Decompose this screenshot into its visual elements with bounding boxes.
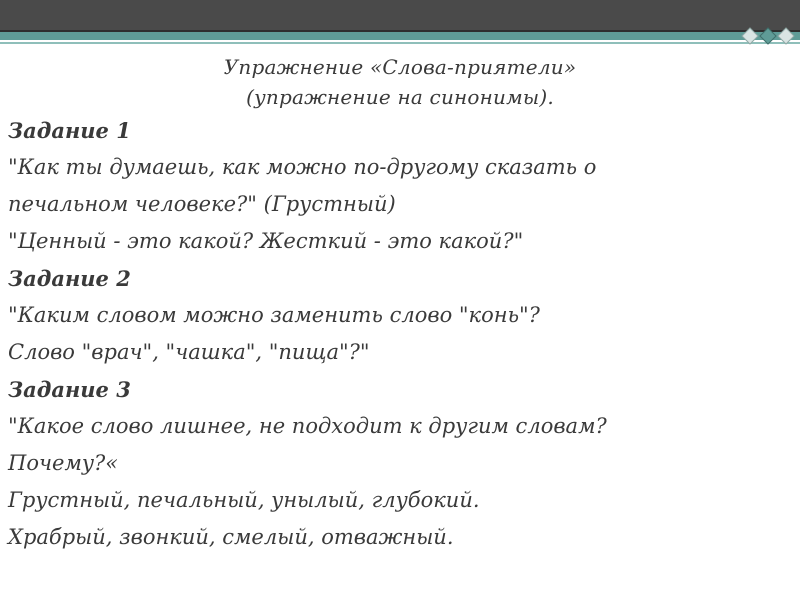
task-3-line-1: "Какое слово лишнее, не подходит к другим словам? xyxy=(8,414,607,438)
header-bar xyxy=(0,0,800,30)
task-1-line-3: "Ценный - это какой? Жесткий - это какой?" xyxy=(8,229,524,253)
task-3-line-3: Грустный, печальный, унылый, глубокий. xyxy=(8,488,480,512)
task-2-heading: Задание 2 xyxy=(8,266,131,291)
header-teal-band xyxy=(0,32,800,40)
task-3-line-2: Почему?« xyxy=(8,451,119,475)
task-3-line-4: Храбрый, звонкий, смелый, отважный. xyxy=(8,525,454,549)
task-2-line-1: "Каким словом можно заменить слово "конь"? xyxy=(8,303,540,327)
decorative-gem-strip xyxy=(738,26,800,46)
slide-subtitle: (упражнение на синонимы). xyxy=(246,85,554,109)
task-1-line-2: печальном человеке?" (Грустный) xyxy=(8,192,396,216)
task-2-line-2: Слово "врач", "чашка", "пища"?" xyxy=(8,340,370,364)
task-1-heading: Задание 1 xyxy=(8,118,131,143)
slide-title: Упражнение «Слова-приятели» xyxy=(223,55,577,79)
task-3-heading: Задание 3 xyxy=(8,377,131,402)
header-teal-line xyxy=(0,42,800,44)
task-1-line-1: "Как ты думаешь, как можно по-другому сказать о xyxy=(8,155,597,179)
slide-content xyxy=(8,52,792,556)
